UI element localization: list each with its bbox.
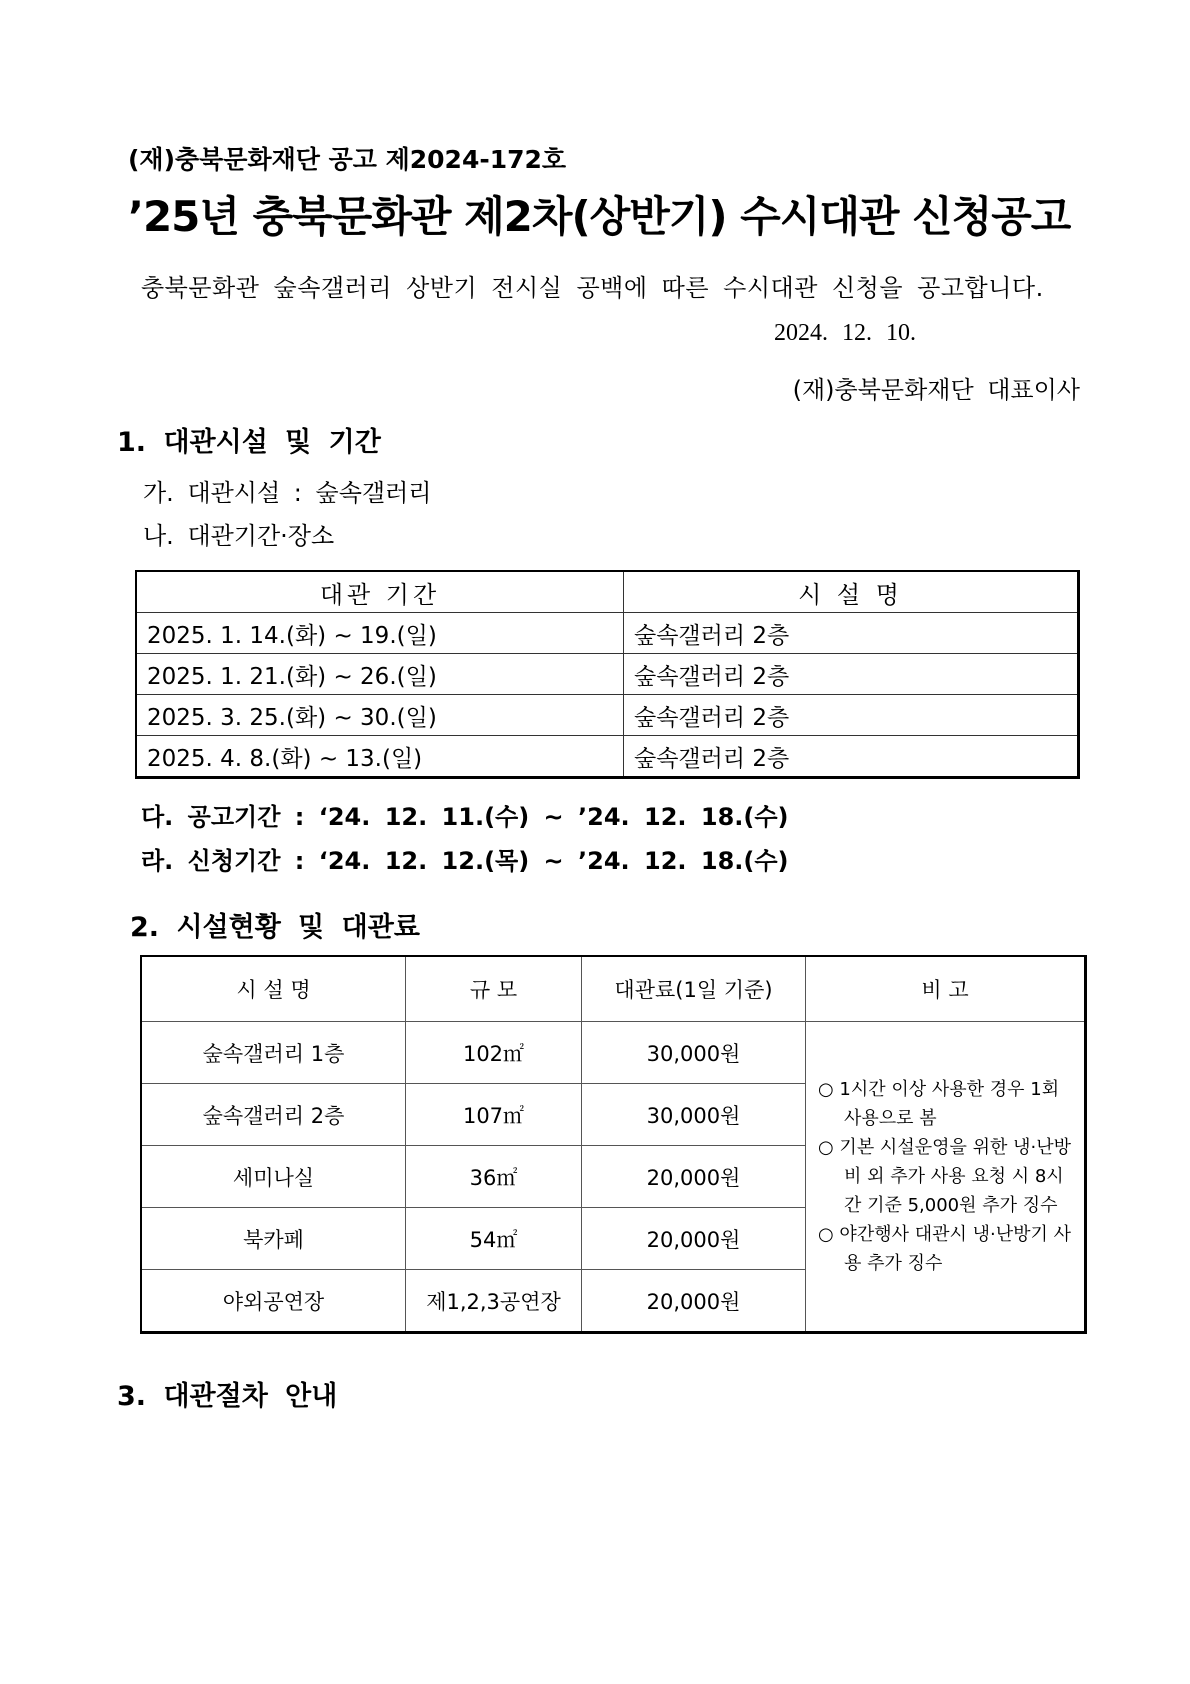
table-row: [136, 654, 1079, 695]
section-2-heading: 2. 시설현황 및 대관료: [130, 912, 420, 943]
table-row: [136, 736, 1079, 778]
size-cell: 36㎡: [406, 1146, 582, 1208]
remark: ○ 1시간 이상 사용한 경우 1회 사용으로 봄: [818, 1079, 1060, 1129]
section-1-heading: 1. 대관시설 및 기간: [117, 427, 381, 458]
facility-cell: 숲속갤러리 2층: [624, 613, 1079, 654]
facility-cell: 야외공연장: [141, 1270, 406, 1333]
notice-number: (재)충북문화재단 공고 제2024-172호: [128, 145, 567, 174]
period-cell: 2025. 3. 25.(화) ~ 30.(일): [136, 695, 624, 736]
remark: ○ 야간행사 대관시 냉·난방기 사용 추가 징수: [818, 1224, 1071, 1274]
period-cell: 2025. 1. 21.(화) ~ 26.(일): [136, 654, 624, 695]
facility-cell: 북카페: [141, 1208, 406, 1270]
fee-cell: 30,000원: [582, 1084, 806, 1146]
table-header-row: [136, 571, 1079, 613]
fee-cell: 20,000원: [582, 1208, 806, 1270]
facility-cell: 세미나실: [141, 1146, 406, 1208]
period-cell: 2025. 4. 8.(화) ~ 13.(일): [136, 736, 624, 778]
issuer: (재)충북문화재단 대표이사: [792, 376, 1080, 404]
header-cell: 대관료(1일 기준): [582, 956, 806, 1022]
facility-cell: 숲속갤러리 2층: [624, 654, 1079, 695]
size-cell: 107㎡: [406, 1084, 582, 1146]
table-row: [141, 1022, 1086, 1084]
header-cell: 대관 기간: [136, 571, 624, 613]
rental-period-table: [135, 570, 1080, 779]
header-cell: 규 모: [406, 956, 582, 1022]
item-d: 라. 신청기간 : ‘24. 12. 12.(목) ~ ’24. 12. 18.(수): [141, 847, 789, 875]
header-cell: 비 고: [806, 956, 1086, 1022]
remarks-cell: [806, 1022, 1086, 1333]
item-a: 가. 대관시설 : 숲속갤러리: [143, 479, 432, 507]
size-cell: 102㎡: [406, 1022, 582, 1084]
fee-cell: 20,000원: [582, 1146, 806, 1208]
item-c: 다. 공고기간 : ‘24. 12. 11.(수) ~ ’24. 12. 18.(수): [141, 803, 789, 831]
period-cell: 2025. 1. 14.(화) ~ 19.(일): [136, 613, 624, 654]
facility-fee-table: [140, 955, 1087, 1334]
facility-cell: 숲속갤러리 2층: [624, 736, 1079, 778]
intro-text: 충북문화관 숲속갤러리 상반기 전시실 공백에 따른 수시대관 신청을 공고합니다.: [141, 274, 1044, 302]
fee-cell: 30,000원: [582, 1022, 806, 1084]
size-cell: 제1,2,3공연장: [406, 1270, 582, 1333]
facility-cell: 숲속갤러리 1층: [141, 1022, 406, 1084]
item-b: 나. 대관기간·장소: [143, 522, 335, 550]
table-header-row: [141, 956, 1086, 1022]
table-row: [136, 695, 1079, 736]
facility-cell: 숲속갤러리 2층: [141, 1084, 406, 1146]
remark: ○ 기본 시설운영을 위한 냉·난방비 외 추가 사용 요청 시 8시간 기준 5,000원 추가 징수: [818, 1137, 1071, 1216]
header-cell: 시 설 명: [141, 956, 406, 1022]
fee-cell: 20,000원: [582, 1270, 806, 1333]
document-title: ’25년 충북문화관 제2차(상반기) 수시대관 신청공고: [128, 192, 1071, 241]
table-row: [136, 613, 1079, 654]
notice-date: 2024. 12. 10.: [774, 320, 916, 346]
section-3-heading: 3. 대관절차 안내: [117, 1381, 338, 1412]
facility-cell: 숲속갤러리 2층: [624, 695, 1079, 736]
size-cell: 54㎡: [406, 1208, 582, 1270]
header-cell: 시 설 명: [624, 571, 1079, 613]
